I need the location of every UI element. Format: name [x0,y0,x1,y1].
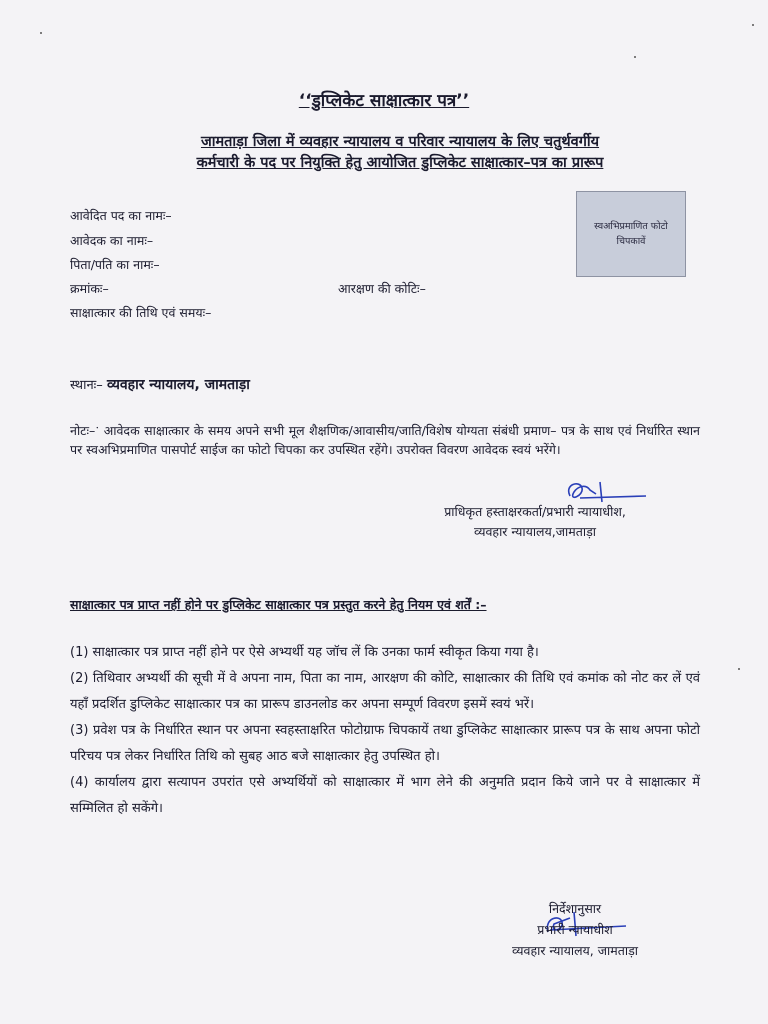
signatory-1-line-2: व्यवहार न्यायालय,जामताड़ा [473,524,597,539]
signatory-1-block [390,502,680,542]
signatory-2-line-2: प्रभारी न्यायाधीश [537,922,613,937]
field-serial-no: क्रमांकः– [70,281,109,296]
subtitle-line-2: कर्मचारी के पद पर नियुक्ति हेतु आयोजित डुप्लिकेट साक्षात्कार–पत्र का प्रारूप [196,155,604,171]
scan-speck [634,56,636,58]
place-line [70,375,250,394]
field-father-husband-name: पिता/पति का नामः– [70,257,160,272]
document-subtitle [100,132,700,174]
rules-heading: साक्षात्कार पत्र प्राप्त नहीं होने पर डुप्लिकेट साक्षात्कार पत्र प्रस्तुत करने हेतु नियम एवं शर्तें :– [70,597,487,612]
photo-box-line-2: चिपकावें [616,236,646,247]
signatory-2-line-1: निर्देशानुसार [548,901,602,916]
rule-item: (1) साक्षात्कार पत्र प्राप्त नहीं होने पर ऐसे अभ्यर्थी यह जॉच लें कि उनका फार्म स्वीकृत किया गया है। [70,645,539,660]
signatory-2-line-3: व्यवहार न्यायालय, जामताड़ा [511,943,639,958]
photo-box-line-1: स्वअभिप्रमाणित फोटो [594,221,668,232]
note-paragraph: नोटः–ॱ आवेदक साक्षात्कार के समय अपने सभी मूल शैक्षणिक/आवासीय/जाति/विशेष योग्यता संबंधी प्रमाण– पत्र के साथ एवं निर्धारित स्थान पर स्वअभिप्रमाणित पासपोर्ट साईज का फोटो चिपका कर उपस्थित रहेंगे। उपरोक्त विवरण आवेदक स्वयं भरेंगे। [70,423,700,457]
signatory-2-block [460,898,690,961]
scan-speck [738,668,740,670]
place-value: व्यवहार न्यायालय, जामताड़ा [106,377,250,393]
field-applicant-name: आवेदक का नामः– [70,233,154,248]
signatory-1-line-1: प्राधिकृत हस्ताक्षरकर्ता/प्रभारी न्यायाधीश, [444,504,626,519]
field-post-name: आवेदित पद का नामः– [70,208,172,223]
rule-item: (4) कार्यालय द्वारा सत्यापन उपरांत एसे अभ्यर्थियों को साक्षात्कार में भाग लेने की अनुमति प्रदान किये जाने पर वे साक्षात्कार में सम्मिलित हो सकेंगे। [70,775,700,816]
rule-item: (3) प्रवेश पत्र के निर्धारित स्थान पर अपना स्वहस्ताक्षरित फोटोग्राफ चिपकायें तथा डुप्लिकेट साक्षात्कार प्रारूप पत्र के साथ अपना फोटो परिचय पत्र लेकर निर्धारित तिथि को सुबह आठ बजे साक्षात्कार हेतु उपस्थित हो। [70,723,700,764]
photo-placeholder-box [576,191,686,277]
field-interview-datetime: साक्षात्कार की तिथि एवं समयः– [70,305,212,320]
field-reservation-category: आरक्षण की कोटिः– [338,281,426,296]
scan-speck [40,32,42,34]
rule-item: (2) तिथिवार अभ्यर्थी की सूची में वे अपना नाम, पिता का नाम, आरक्षण की कोटि, साक्षात्कार की तिथि एवं कमांक को नोट कर लें एवं यहाँ प्रदर्शित डुप्लिकेट साक्षात्कार पत्र का प्रारूप डाउनलोड कर अपना सम्पूर्ण विवरण इसमें स्वयं भरें। [70,671,700,712]
scan-speck [752,24,754,26]
subtitle-line-1: जामताड़ा जिला में व्यवहार न्यायालय व परिवार न्यायालय के लिए चतुर्थवर्गीय [200,134,600,150]
place-label: स्थानः– [70,378,103,393]
rules-list [70,640,700,822]
document-title: ‘‘डुप्लिकेट साक्षात्कार पत्र’’ [298,91,470,111]
